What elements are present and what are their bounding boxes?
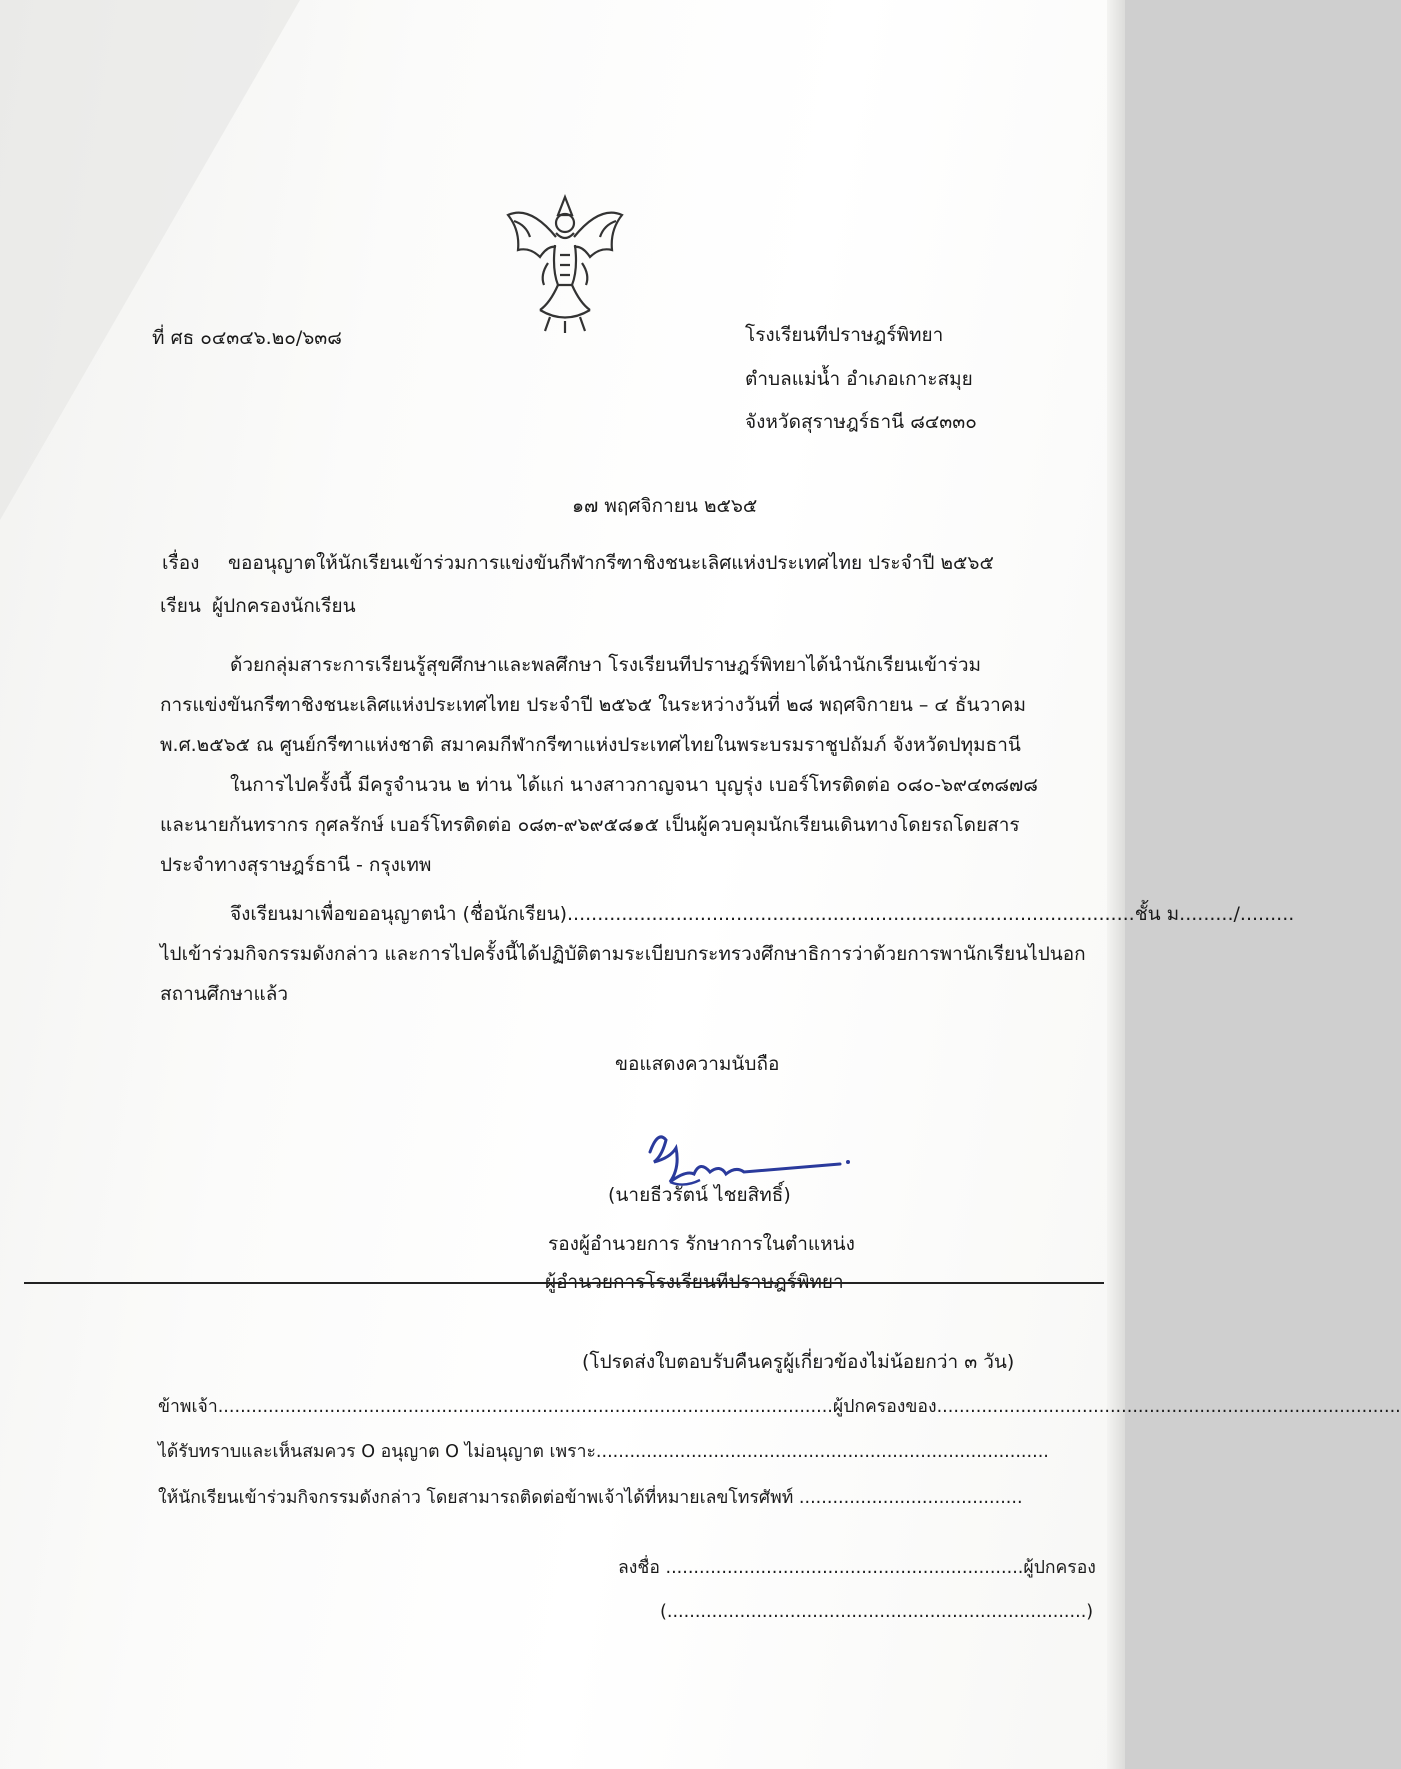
body-line: ไปเข้าร่วมกิจกรรมดังกล่าว และการไปครั้งนี้ได้ปฏิบัติตามระเบียบกระทรวงศึกษาธิการว่าด้วยการพานักเรียนไปนอก [160,943,1086,965]
garuda-emblem [500,185,630,335]
reply-signature-line[interactable]: ลงชื่อ ................................................................ผู้ปกครอง [618,1558,1096,1578]
body-line: ในการไปครั้งนี้ มีครูจำนวน ๒ ท่าน ได้แก่ นางสาวกาญจนา บุญรุ่ง เบอร์โทรติดต่อ ๐๘๐-๖๙๔๓๘๗๘ [230,774,1038,796]
signer-title-2: ผู้อำนวยการโรงเรียนทีปราษฎร์พิทยา [545,1271,844,1293]
signer-name: (นายธีวรัตน์ ไชยสิทธิ์) [608,1184,791,1206]
body-line: การแข่งขันกรีฑาชิงชนะเลิศแห่งประเทศไทย ประจำปี ๒๕๖๕ ในระหว่างวันที่ ๒๘ พฤศจิกายน – ๔ ธันวาคม [160,694,1027,716]
body-line: ประจำทางสุราษฎร์ธานี - กรุงเทพ [160,854,432,876]
body-line: สถานศึกษาแล้ว [160,983,289,1005]
letter-date: ๑๗ พฤศจิกายน ๒๕๖๕ [572,495,758,517]
body-line: พ.ศ.๒๕๖๕ ณ ศูนย์กรีฑาแห่งชาติ สมาคมกีฬากรีฑาแห่งประเทศไทยในพระบรมราชูปถัมภ์ จังหวัดปทุมธานี [160,734,1021,756]
reply-line-phone[interactable]: ให้นักเรียนเข้าร่วมกิจกรรมดังกล่าว โดยสามารถติดต่อข้าพเจ้าได้ที่หมายเลขโทรศัพท์ ........................................ [158,1488,1023,1508]
body-line: ด้วยกลุ่มสาระการเรียนรู้สุขศึกษาและพลศึกษา โรงเรียนทีปราษฎร์พิทยาได้นำนักเรียนเข้าร่วม [230,654,982,676]
body-line: จึงเรียนมาเพื่อขออนุญาตนำ (ชื่อนักเรียน)..............................................................................................ชั้น ม........./......... [230,903,1295,925]
reply-signer-name-line[interactable]: (...........................................................................) [660,1602,1094,1622]
paper-edge [1107,0,1125,1769]
address-line-1: ตำบลแม่น้ำ อำเภอเกาะสมุย [745,368,973,390]
subject-text: ขออนุญาตให้นักเรียนเข้าร่วมการแข่งขันกีฬากรีฑาชิงชนะเลิศแห่งประเทศไทย ประจำปี ๒๕๖๕ [228,552,994,574]
reference-number: ที่ ศธ ๐๔๓๔๖.๒๐/๖๓๘ [152,327,342,349]
salutation-text: ผู้ปกครองนักเรียน [212,595,356,617]
address-line-2: จังหวัดสุราษฎร์ธานี ๘๔๓๓๐ [745,411,977,433]
separator-line [24,1282,1104,1284]
signer-title-1: รองผู้อำนวยการ รักษาการในตำแหน่ง [548,1233,855,1255]
body-line: และนายกันทรากร กุศลรักษ์ เบอร์โทรติดต่อ ๐๘๓-๙๖๙๕๘๑๕ เป็นผู้ควบคุมนักเรียนเดินทางโดยรถโดยสาร [160,814,1020,836]
reply-line-guardian[interactable]: ข้าพเจ้า..............................................................................................................ผู้ปกครองของ................................................................................... [158,1397,1401,1417]
closing: ขอแสดงความนับถือ [615,1053,780,1075]
subject-label: เรื่อง [162,552,200,574]
school-name: โรงเรียนทีปราษฎร์พิทยา [745,324,944,346]
salutation-label: เรียน [160,595,201,617]
paper-shadow [0,0,300,520]
reply-line-consent[interactable]: ได้รับทราบและเห็นสมควร O อนุญาต O ไม่อนุญาต เพราะ................................................................................. [158,1442,1049,1462]
reply-note: (โปรดส่งใบตอบรับคืนครูผู้เกี่ยวข้องไม่น้อยกว่า ๓ วัน) [582,1351,1015,1373]
